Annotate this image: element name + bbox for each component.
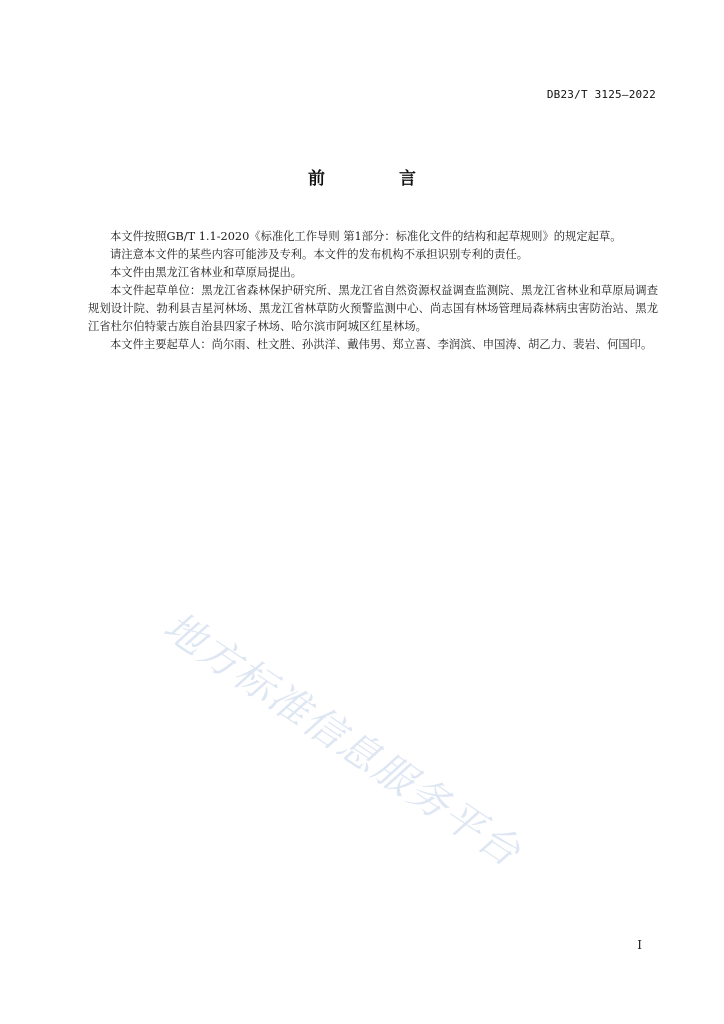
paragraph-drafting-units: 本文件起草单位：黑龙江省森林保护研究所、黑龙江省自然资源权益调查监测院、黑龙江省林业和草原局调查规划设计院、勃利县吉星河林场、黑龙江省林草防火预警监测中心、尚志国有林场管理局森林病虫害防治站、黑龙江省杜尔伯特蒙古族自治县四家子林场、哈尔滨市阿城区红星林场。 bbox=[88, 284, 658, 333]
paragraph-drafters: 本文件主要起草人：尚尔雨、杜文胜、孙洪洋、戴伟男、郑立喜、李润滨、申国涛、胡乙力、裴岩、何国印。 bbox=[110, 338, 653, 351]
paragraph-drafting-rules: 本文件按照GB/T 1.1-2020《标准化工作导则 第1部分：标准化文件的结构和起草规则》的规定起草。 bbox=[110, 230, 622, 243]
preface-body bbox=[88, 228, 658, 354]
document-code: DB23/T 3125—2022 bbox=[546, 88, 656, 101]
page-number: I bbox=[637, 938, 642, 952]
watermark: 地方标准信息服务平台 bbox=[155, 603, 530, 877]
page-title: 前 言 bbox=[308, 169, 450, 189]
paragraph-proposer: 本文件由黑龙江省林业和草原局提出。 bbox=[110, 266, 303, 279]
paragraph-patent-notice: 请注意本文件的某些内容可能涉及专利。本文件的发布机构不承担识别专利的责任。 bbox=[110, 248, 528, 261]
